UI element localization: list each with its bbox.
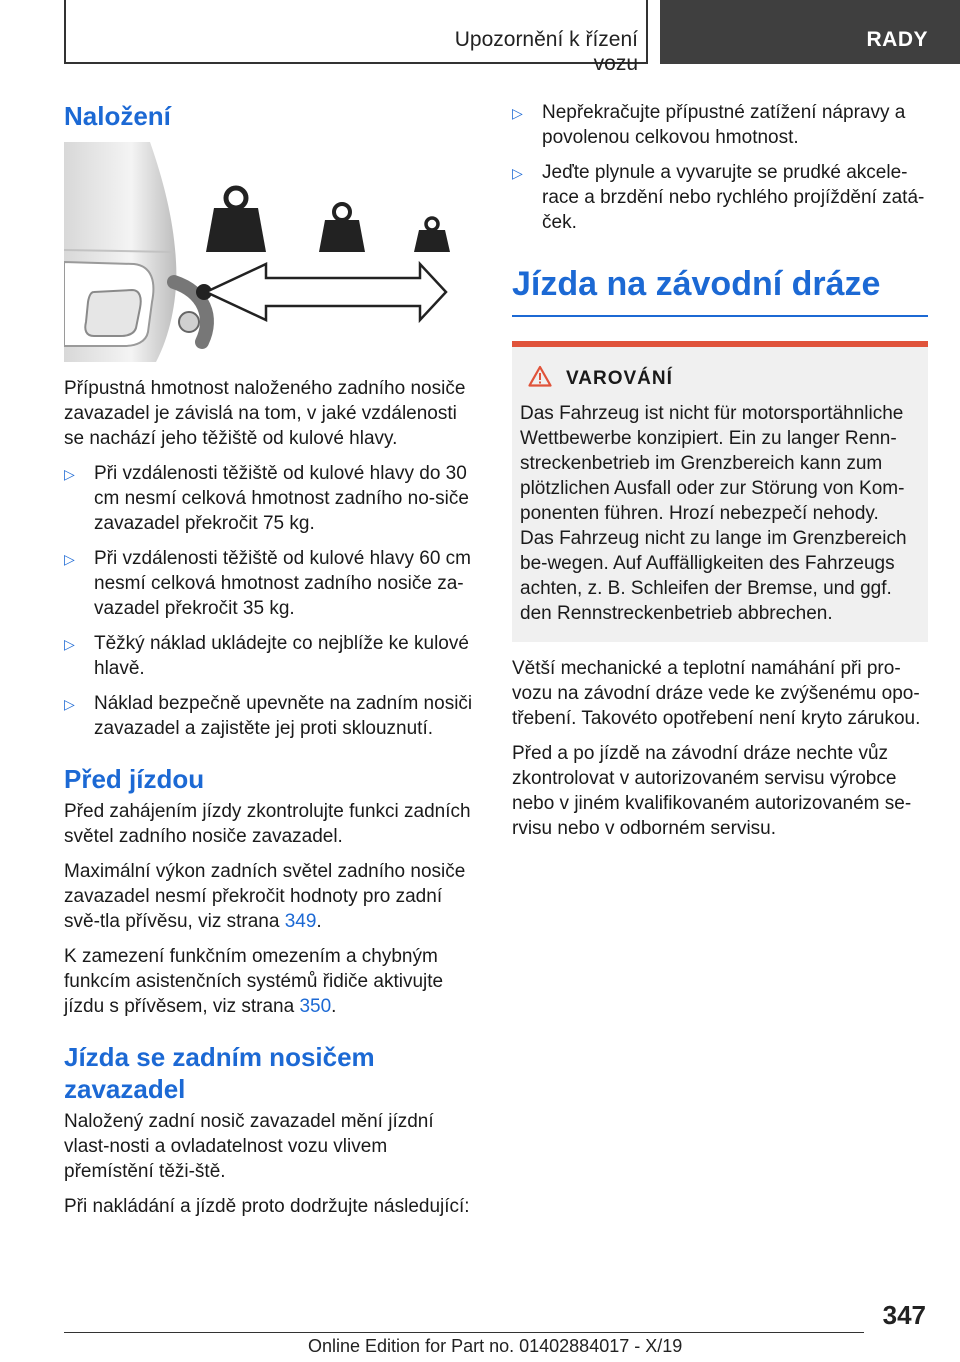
list-item: ▷ Nepřekračujte přípustné zatížení nápravy a povolenou celkovou hmotnost. (512, 102, 906, 148)
triangle-right-outline-icon: ▷ (512, 165, 523, 181)
track-paragraph-1: Větší mechanické a teplotní namáhání při pro‐vozu na závodní dráze vede ke zvýšenému opo‐třebení. Takovéto opotřebení není kryto zárukou. (512, 658, 921, 729)
heading-nalozeni: Naložení (64, 101, 171, 131)
warning-triangle-icon (528, 365, 552, 393)
footer-rule (64, 1332, 864, 1333)
triangle-right-outline-icon: ▷ (64, 636, 75, 652)
heading-pred-jizdou: Před jízdou (64, 764, 205, 794)
list-item: ▷ Při vzdálenosti těžiště od kulové hlavy do 30 cm nesmí celková hmotnost zadního no‐siče zavazadel překročit 75 kg. (64, 463, 469, 534)
tow-hitch-load-illustration (64, 142, 478, 362)
pred-paragraph-1: Před zahájením jízdy zkontrolujte funkci zadních světel zadního nosiče zavazadel. (64, 801, 471, 847)
driving-bullet-list (512, 100, 928, 235)
triangle-right-outline-icon: ▷ (512, 105, 523, 121)
list-item: ▷ Jeďte plynule a vyvarujte se prudké akcele‐race a brzdění nebo rychlého projíždění zatá‐ček. (512, 162, 925, 233)
triangle-right-outline-icon: ▷ (64, 696, 75, 712)
track-paragraph-2: Před a po jízdě na závodní dráze nechte vůz zkontrolovat v autorizovaném servisu výrobce nebo v jiném kvalifikovaném autorizovaném se‐rvisu nebo v odborném servisu. (512, 743, 912, 839)
section-tab (660, 0, 960, 64)
load-bullet-list (64, 461, 478, 741)
footer-edition: Online Edition for Part no. 01402884017 - X/19 (308, 1336, 683, 1356)
header-frame-left (64, 0, 66, 64)
warning-title: VAROVÁNÍ (520, 365, 912, 393)
jizda-paragraph-1: Naložený zadní nosič zavazadel mění jízdní vlast‐nosti a ovladatelnost vozu vlivem přemístění těži‐ště. (64, 1111, 434, 1182)
header-frame-right (646, 0, 648, 64)
chapter-title: Upozornění k řízení vozu (454, 28, 638, 75)
heading-jizda-se-nosicem: Jízda se zadním nosičem zavazadel (64, 1042, 375, 1104)
jizda-paragraph-2: Při nakládání a jízdě proto dodržujte následující: (64, 1196, 470, 1217)
left-column (64, 100, 478, 1229)
list-item: ▷ Náklad bezpečně upevněte na zadním nosiči zavazadel a zajistěte jej proti sklouznutí. (64, 693, 473, 739)
intro-paragraph: Přípustná hmotnost naloženého zadního nosiče zavazadel je závislá na tom, v jaké vzdálenosti se nachází jeho těžiště od kulové hlavy. (64, 378, 466, 449)
list-item: ▷ Těžký náklad ukládejte co nejblíže ke kulové hlavě. (64, 633, 469, 679)
warning-box (512, 341, 928, 642)
section-tab-label: RADY (866, 28, 928, 51)
page-ref-349-link[interactable]: 349 (284, 911, 317, 932)
heading-jizda-na-zavodni-draze: Jízda na závodní dráze (512, 265, 881, 303)
right-column (512, 100, 928, 851)
warning-text: Das Fahrzeug ist nicht für motorsportähnliche Wettbewerbe konzipiert. Ein zu langer Renn‐streckenbetrieb im Grenzbereich kann zum plötzlichen Ausfall oder zur Störung von Kom‐ponenten führen. Hrozí nebezpečí nehody. Das Fahrzeug nicht zu lange im Grenzbereich be‐wegen. Auf Auffälligkeiten des Fahrzeugs achten, z. B. Schleifen der Bremse, und ggf. den Rennstreckenbetrieb abbrechen. (520, 403, 907, 624)
triangle-right-outline-icon: ▷ (64, 466, 75, 482)
triangle-right-outline-icon: ▷ (64, 551, 75, 567)
page-number: 347 (882, 1300, 926, 1330)
list-item: ▷ Při vzdálenosti těžiště od kulové hlavy 60 cm nesmí celková hmotnost zadního nosiče za‐vazadel překročit 35 kg. (64, 548, 472, 619)
pred-paragraph-3: K zamezení funkčním omezením a chybným funkcím asistenčních systémů řidiče aktivujte jízdu s přívěsem, viz strana 350. (64, 946, 444, 1017)
pred-paragraph-2: Maximální výkon zadních světel zadního nosiče zavazadel nesmí překročit hodnoty pro zadní svě‐tla přívěsu, viz strana 349. (64, 861, 466, 932)
heading-underline (512, 315, 928, 317)
page-ref-350-link[interactable]: 350 (299, 996, 332, 1017)
